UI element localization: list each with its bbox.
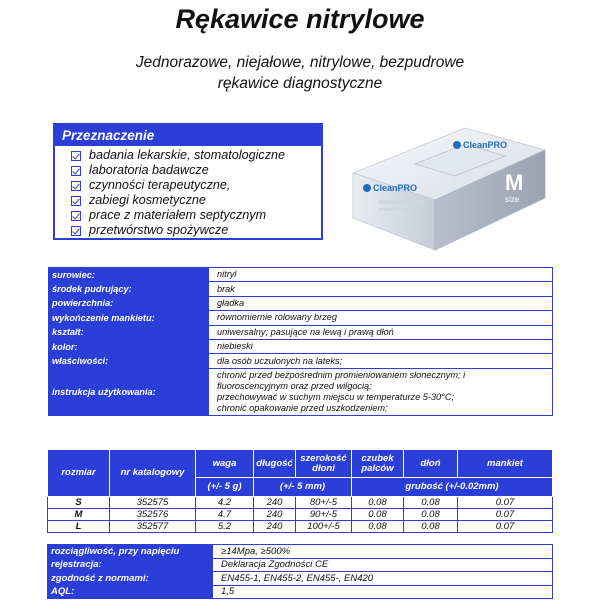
size-row: L 352577 5.2 240 100+/-5 0.08 0.08 0.07 — [48, 521, 553, 533]
col-palm: dłoń — [404, 450, 458, 478]
col-palm-width: szerokość dłoni — [296, 450, 352, 478]
unit-weight: (+/- 5 g) — [196, 478, 254, 497]
property-row: zgodność z normami: EN455-1, EN455-2, EN455-, EN420 — [48, 572, 553, 586]
brand-logo-icon — [363, 184, 371, 192]
checkbox-checked-icon — [71, 151, 81, 161]
box-size-mark: M — [505, 170, 524, 195]
purpose-item: zabiegi kosmetyczne — [71, 193, 321, 208]
checkbox-checked-icon — [71, 181, 81, 191]
unit-length-width: (+/- 5 mm) — [254, 478, 352, 497]
checkbox-checked-icon — [71, 196, 81, 206]
purpose-item: laboratoria badawcze — [71, 163, 321, 178]
spec-row: powierzchnia: gładka — [49, 296, 553, 310]
purpose-heading: Przeznaczenie — [55, 125, 321, 146]
spec-row: instrukcja użytkowania: chronić przed bezpośrednim promieniowaniem słonecznym; i fluoroscencyjnym oraz przed wilgocią; przechowywać w suchym miejscu w temperaturze 5-30°C; chronić opakowanie przed uszkodzeniem; — [49, 368, 553, 415]
spec-row: kształt: uniwersalny; pasujące na lewą i prawą dłoń — [49, 325, 553, 339]
col-weight: waga — [196, 450, 254, 478]
spec-row: wykończenie mankietu: równomiernie rolowany brzeg — [49, 311, 553, 325]
purpose-list — [55, 146, 321, 238]
glove-box-illustration — [345, 118, 550, 258]
product-box-image — [345, 118, 550, 258]
page-title: Rękawice nitrylowe — [175, 4, 425, 34]
property-row: AQL: 1,5 — [48, 585, 553, 599]
brand-logo-icon — [453, 141, 461, 149]
brand-logo-front: CleanPRO — [373, 183, 418, 193]
box-size-word: size — [505, 195, 520, 204]
col-length: długość — [254, 450, 296, 478]
col-size: rozmiar — [48, 450, 110, 497]
purpose-item: badania lekarskie, stomatologiczne — [71, 148, 321, 163]
purpose-box — [53, 123, 323, 240]
subtitle-line-1: Jednorazowe, niejałowe, nitrylowe, bezpudrowe — [135, 54, 465, 71]
checkbox-checked-icon — [71, 226, 81, 236]
purpose-item: czynności terapeutyczne, — [71, 178, 321, 193]
property-row: rejestracja: Deklaracja Zgodności CE — [48, 558, 553, 572]
spec-row: kolor: niebieski — [49, 339, 553, 353]
property-row: rozciągliwość, przy napięciu ≥14Mpa, ≥500% — [48, 545, 553, 559]
sizes-table — [47, 449, 553, 533]
size-row: S 352575 4.2 240 80+/-5 0.08 0.08 0.07 — [48, 497, 553, 509]
spec-row: właściwości: dla osób uczulonych na lateks; — [49, 354, 553, 368]
size-row: M 352576 4.7 240 90+/-5 0.08 0.08 0.07 — [48, 509, 553, 521]
unit-thickness: grubość (+/-0.02mm) — [352, 478, 553, 497]
purpose-item: prace z materiałem septycznym — [71, 208, 321, 223]
col-finger: czubek palców — [352, 450, 404, 478]
spec-table — [48, 267, 553, 416]
page-subtitle — [0, 52, 600, 94]
subtitle-line-2: rękawice diagnostyczne — [217, 75, 383, 92]
purpose-item: przetwórstwo spożywcze — [71, 223, 321, 238]
checkbox-checked-icon — [71, 211, 81, 221]
col-cuff: mankiet — [458, 450, 553, 478]
spec-row: surowiec: nitryl — [49, 268, 553, 282]
sizes-header-row — [48, 450, 553, 478]
checkbox-checked-icon — [71, 166, 81, 176]
brand-logo-top: CleanPRO — [463, 140, 508, 150]
spec-row: środek pudrujący: brak — [49, 282, 553, 296]
col-catalog: nr katalogowy — [110, 450, 196, 497]
properties-table — [47, 544, 553, 599]
